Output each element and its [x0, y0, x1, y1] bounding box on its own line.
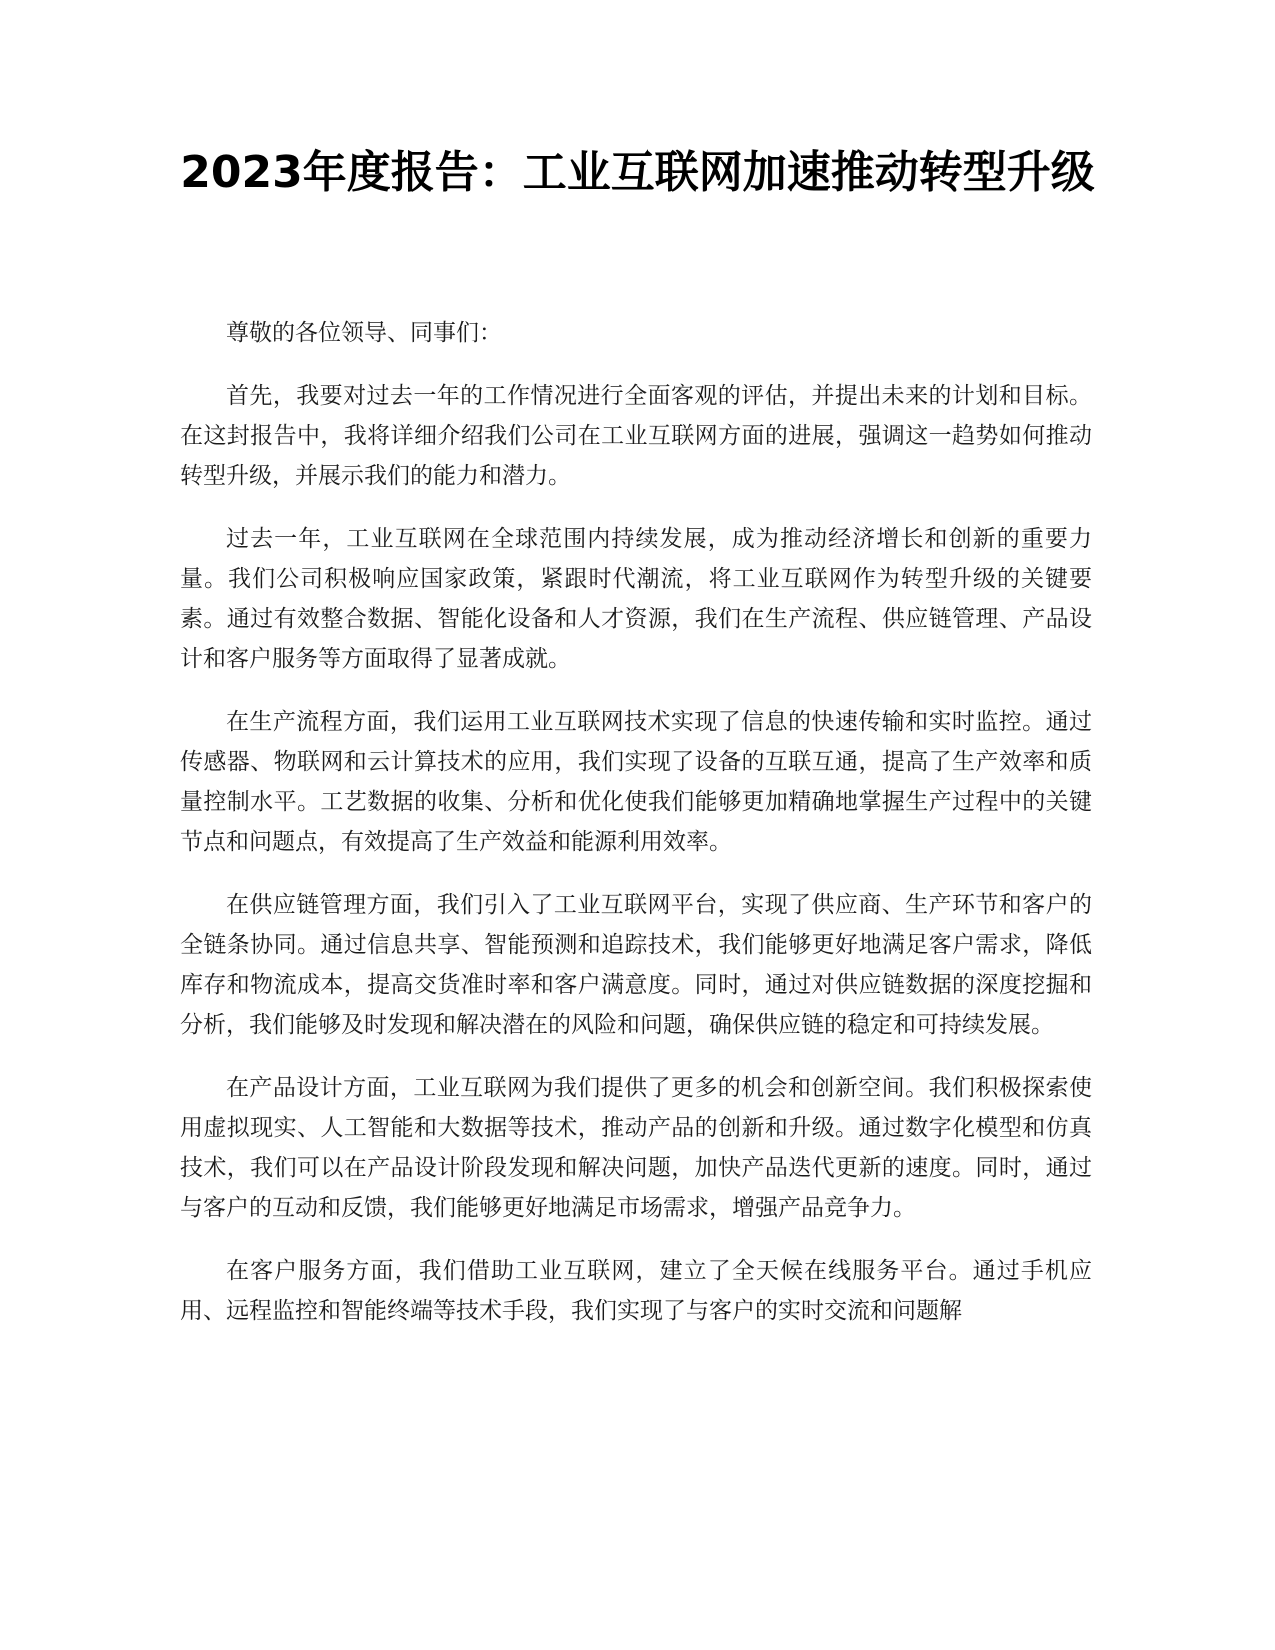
paragraph-introduction: 首先，我要对过去一年的工作情况进行全面客观的评估，并提出未来的计划和目标。在这封报告中，我将详细介绍我们公司在工业互联网方面的进展，强调这一趋势如何推动转型升级，并展示我们的能力和潜力。: [180, 383, 1092, 489]
document-body: [180, 313, 1092, 1354]
paragraph-production: 在生产流程方面，我们运用工业互联网技术实现了信息的快速传输和实时监控。通过传感器、物联网和云计算技术的应用，我们实现了设备的互联互通，提高了生产效率和质量控制水平。工艺数据的收集、分析和优化使我们能够更加精确地掌握生产过程中的关键节点和问题点，有效提高了生产效益和能源利用效率。: [180, 709, 1092, 855]
paragraph-greeting: 尊敬的各位领导、同事们：: [226, 320, 502, 346]
paragraph-supply-chain: 在供应链管理方面，我们引入了工业互联网平台，实现了供应商、生产环节和客户的全链条协同。通过信息共享、智能预测和追踪技术，我们能够更好地满足客户需求，降低库存和物流成本，提高交货准时率和客户满意度。同时，通过对供应链数据的深度挖掘和分析，我们能够及时发现和解决潜在的风险和问题，确保供应链的稳定和可持续发展。: [180, 892, 1092, 1038]
paragraph-overview: 过去一年，工业互联网在全球范围内持续发展，成为推动经济增长和创新的重要力量。我们公司积极响应国家政策，紧跟时代潮流，将工业互联网作为转型升级的关键要素。通过有效整合数据、智能化设备和人才资源，我们在生产流程、供应链管理、产品设计和客户服务等方面取得了显著成就。: [180, 526, 1092, 672]
paragraph-customer-service: 在客户服务方面，我们借助工业互联网，建立了全天候在线服务平台。通过手机应用、远程监控和智能终端等技术手段，我们实现了与客户的实时交流和问题解: [180, 1258, 1092, 1324]
document-title: 2023年度报告：工业互联网加速推动转型升级: [180, 147, 1095, 198]
paragraph-product-design: 在产品设计方面，工业互联网为我们提供了更多的机会和创新空间。我们积极探索使用虚拟现实、人工智能和大数据等技术，推动产品的创新和升级。通过数字化模型和仿真技术，我们可以在产品设计阶段发现和解决问题，加快产品迭代更新的速度。同时，通过与客户的互动和反馈，我们能够更好地满足市场需求，增强产品竞争力。: [180, 1075, 1092, 1221]
